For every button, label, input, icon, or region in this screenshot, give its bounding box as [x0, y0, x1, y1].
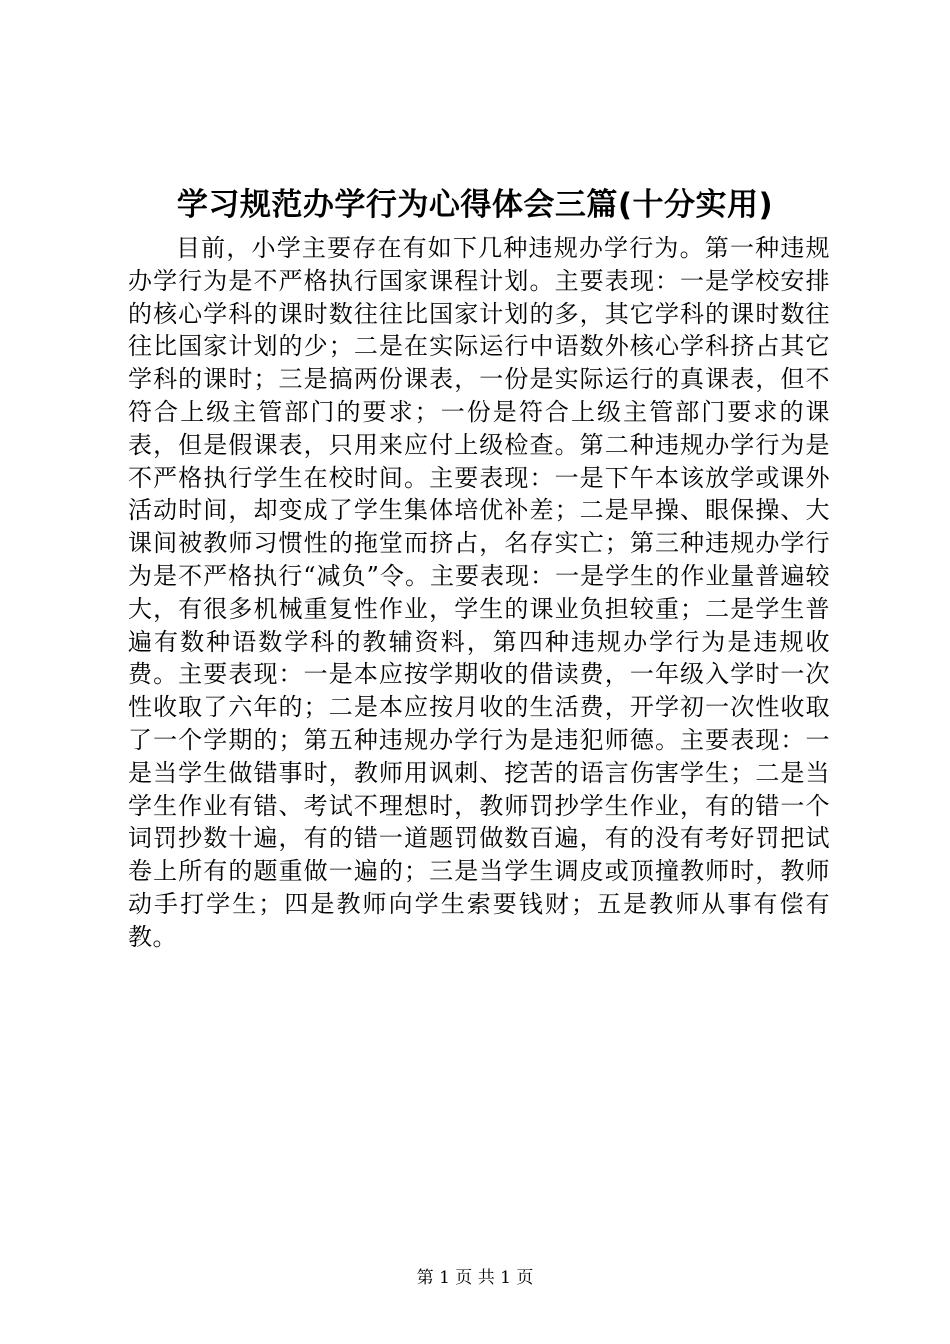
document-body-paragraph: 目前，小学主要存在有如下几种违规办学行为。第一种违规办学行为是不严格执行国家课程计划。主要表现：一是学校安排的核心学科的课时数往往比国家计划的多，其它学科的课时数往往比国家计划的少；二是在实际运行中语数外核心学科挤占其它学科的课时；三是搞两份课表，一份是实际运行的真课表，但不符合上级主管部门的要求；一份是符合上级主管部门要求的课表，但是假课表，只用来应付上级检查。第二种违规办学行为是不严格执行学生在校时间。主要表现：一是下午本该放学或课外活动时间，却变成了学生集体培优补差；二是早操、眼保操、大课间被教师习惯性的拖堂而挤占，名存实亡；第三种违规办学行为是不严格执行“减负”令。主要表现：一是学生的作业量普遍较大，有很多机械重复性作业，学生的课业负担较重；二是学生普遍有数种语数学科的教辅资料，第四种违规办学行为是违规收费。主要表现：一是本应按学期收的借读费，一年级入学时一次性收取了六年的；二是本应按月收的生活费，开学初一次性收取了一个学期的；第五种违规办学行为是违犯师德。主要表现：一是当学生做错事时，教师用讽刺、挖苦的语言伤害学生；二是当学生作业有错、考试不理想时，教师罚抄学生作业，有的错一个词罚抄数十遍，有的错一道题罚做数百遍，有的没有考好罚把试卷上所有的题重做一遍的；三是当学生调皮或顶撞教师时，教师动手打学生；四是教师向学生索要钱财；五是教师从事有偿有教。: [128, 234, 830, 951]
page-number-footer: 第 1 页 共 1 页: [416, 1268, 534, 1288]
document-title: 学习规范办学行为心得体会三篇(十分实用): [176, 187, 774, 223]
